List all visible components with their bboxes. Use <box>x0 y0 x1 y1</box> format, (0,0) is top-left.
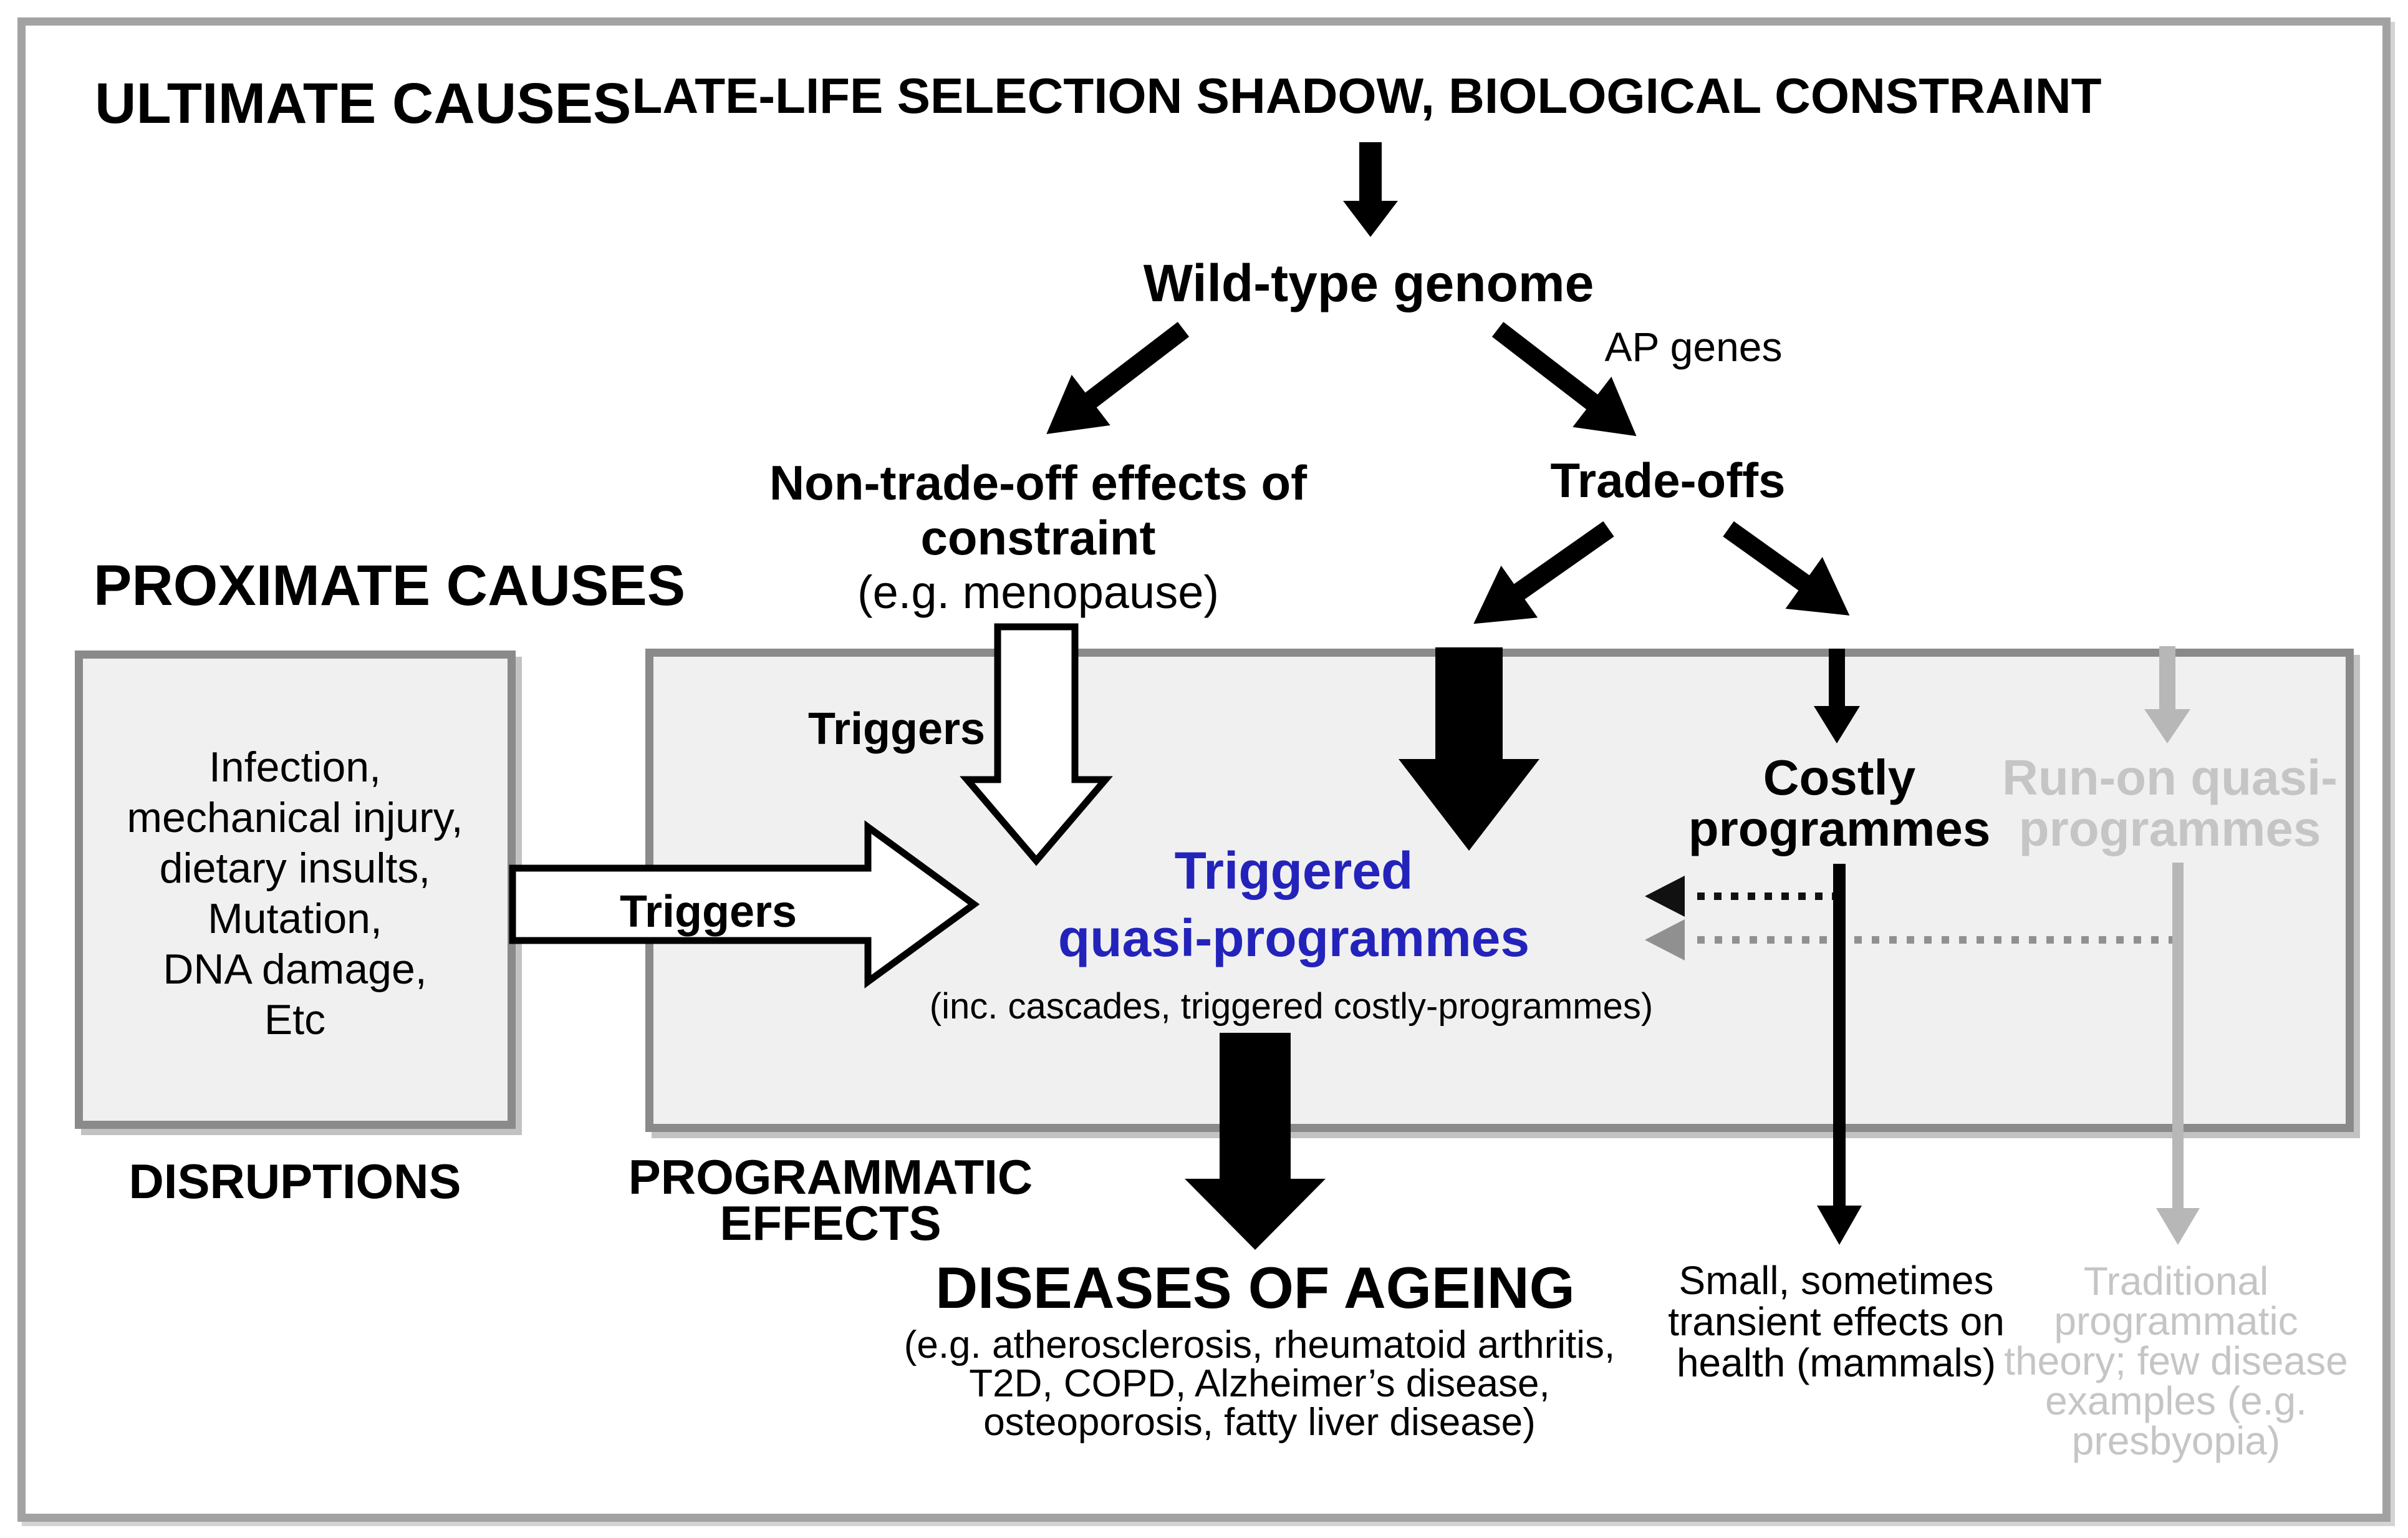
health-note-line1: Small, sometimes <box>1678 1258 1994 1303</box>
white-arrow-nontradeoff-triggers-icon <box>967 627 1105 861</box>
health-note-line3: health (mammals) <box>1676 1340 1996 1385</box>
diseases-detail-line3: osteoporosis, fatty liver disease) <box>983 1401 1536 1444</box>
runon-line1: Run-on quasi- <box>2002 750 2338 805</box>
arrow-quasi-to-diseases-icon <box>1185 1033 1326 1250</box>
non-tradeoff-line2: constraint <box>920 510 1156 565</box>
arrow-costly-to-health-icon <box>1817 864 1862 1245</box>
triggered-quasi-label <box>1058 837 1529 972</box>
costly-programmes-label <box>1688 752 1991 854</box>
traditional-theory-note <box>2004 1261 2348 1461</box>
tradeoffs-label: Trade-offs <box>1550 453 1786 508</box>
diseases-details <box>903 1323 1616 1444</box>
ultimate-causes-title: ULTIMATE CAUSES <box>95 72 632 135</box>
arrow-thin-to-costly-icon <box>1814 649 1860 743</box>
traditional-note-line3: theory; few disease <box>2004 1338 2348 1383</box>
diseases-detail-line1: (e.g. atherosclerosis, rheumatoid arthritis, <box>903 1323 1616 1366</box>
wild-type-genome-label: Wild-type genome <box>1143 254 1594 312</box>
runon-programmes-label <box>2002 752 2338 854</box>
non-tradeoff-line1: Non-trade-off effects of <box>769 455 1308 510</box>
disruptions-list <box>127 742 463 1045</box>
proximate-causes-title: PROXIMATE CAUSES <box>94 554 686 617</box>
triggered-quasi-line2: quasi-programmes <box>1057 909 1530 967</box>
diseases-title: DISEASES OF AGEING <box>935 1255 1575 1320</box>
triggered-quasi-line1: Triggered <box>1174 841 1413 900</box>
arrow-down-banner-to-genome-icon <box>1343 142 1398 237</box>
disruptions-item: dietary insults, <box>159 844 431 892</box>
ap-genes-label: AP genes <box>1604 324 1783 370</box>
traditional-note-line5: presbyopia) <box>2071 1418 2281 1463</box>
disruptions-caption: DISRUPTIONS <box>128 1154 461 1209</box>
programmatic-effects-caption <box>628 1149 1033 1250</box>
costly-line1: Costly <box>1763 750 1916 805</box>
health-note-line2: transient effects on <box>1668 1299 2005 1344</box>
health-effects-note <box>1668 1260 2005 1383</box>
triggers-vertical-label: Triggers <box>807 704 986 754</box>
diseases-detail-line2: T2D, COPD, Alzheimer’s disease, <box>969 1362 1550 1405</box>
traditional-note-line2: programmatic <box>2054 1299 2298 1343</box>
quasi-subtitle: (inc. cascades, triggered costly-programmes) <box>929 986 1654 1027</box>
banner-title: LATE-LIFE SELECTION SHADOW, BIOLOGICAL CONSTRAINT <box>632 68 2102 123</box>
arrow-gray-to-runon-icon <box>2144 646 2190 743</box>
traditional-note-line4: examples (e.g. <box>2045 1378 2307 1423</box>
disruptions-item: Infection, <box>209 743 381 791</box>
arrow-tradeoffs-right-icon <box>1728 529 1807 585</box>
disruptions-item: Etc <box>264 996 326 1043</box>
dotted-arrow-runon-head-icon <box>1645 919 1685 960</box>
arrow-runon-to-traditional-icon <box>2156 863 2200 1245</box>
non-tradeoff-line3: (e.g. menopause) <box>857 566 1219 618</box>
programmatic-caption-line1: PROGRAMMATIC <box>628 1149 1033 1204</box>
dotted-arrow-costly-head-icon <box>1645 876 1685 917</box>
disruptions-item: mechanical injury, <box>127 794 463 841</box>
disruptions-item: DNA damage, <box>163 946 427 993</box>
arrow-tradeoffs-left-icon <box>1516 529 1609 594</box>
costly-line2: programmes <box>1688 801 1991 856</box>
arrow-thick-tradeoffs-to-quasi-icon <box>1399 647 1539 851</box>
arrow-genome-to-nontradeoff-icon <box>1088 329 1183 402</box>
arrow-genome-to-tradeoffs-icon <box>1498 329 1595 404</box>
disruptions-item: Mutation, <box>208 895 382 942</box>
non-tradeoff-label <box>769 455 1307 620</box>
runon-line2: programmes <box>2018 801 2321 856</box>
triggers-horizontal-label: Triggers <box>619 887 797 937</box>
traditional-note-line1: Traditional <box>2083 1259 2269 1303</box>
programmatic-caption-line2: EFFECTS <box>720 1196 942 1250</box>
